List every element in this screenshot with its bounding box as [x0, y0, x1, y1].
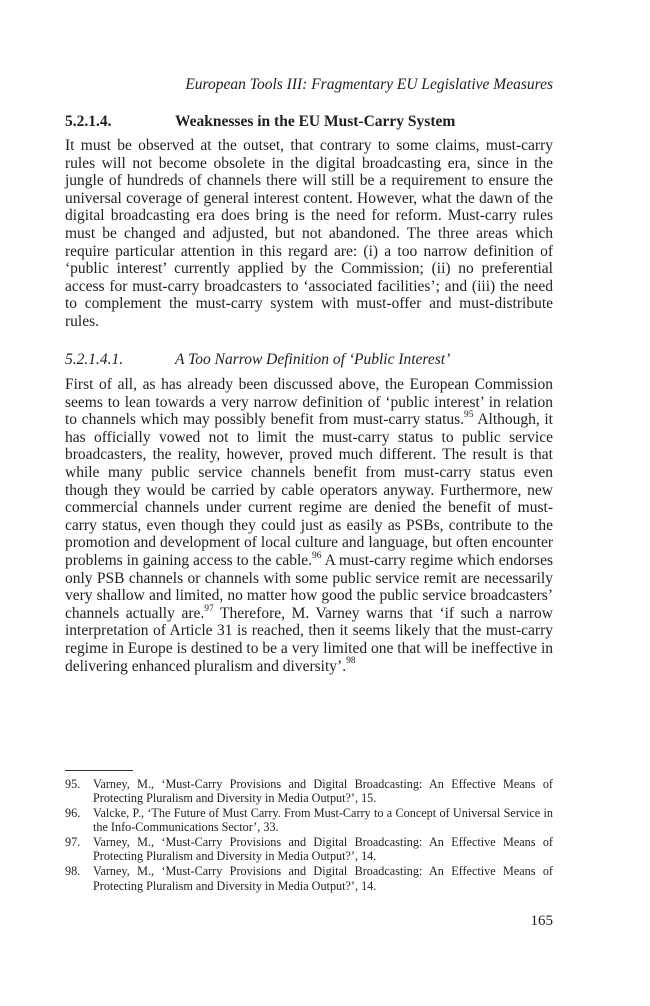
- footnote: [65, 777, 553, 806]
- page-number: 165: [530, 913, 553, 929]
- footnote-ref: 95: [464, 410, 474, 421]
- footnote-divider: [65, 770, 133, 771]
- section-heading: [65, 112, 553, 132]
- footnote-text: Varney, M., ‘Must-Carry Provisions and Digital Broadcasting: An Effective Means of Protecting Pluralism and Diversity in Media Output?’, 14.: [93, 835, 553, 864]
- footnote-ref: 97: [204, 603, 214, 614]
- footnote-number: 98.: [65, 864, 81, 879]
- footnote-number: 95.: [65, 777, 81, 791]
- paragraph-text: Therefore, M. Varney warns that ‘if such a narrow interpretation of Article 31 is reached, then it seems likely that the must-carry regime in Europe is destined to be a very limited one that will be ineffective in delivering enhanced pluralism and diversity’.: [65, 604, 553, 675]
- footnote: [65, 864, 553, 893]
- paragraph-text: First of all, as has already been discussed above, the European Commission seems to lean towards a very narrow definition of ‘public interest’ in relation to channels which may possibly benefit from must-carry status.: [65, 376, 553, 429]
- paragraph-text: Although, it has officially vowed not to limit the must-carry status to public service broadcasters, the reality, however, proved much different. The result is that while many public service channels benefit from must-carry status even though they would be carried by cable operators anyway. Furthermore, new commercial channels under current regime are denied the benefit of must-carry status, even though they could just as easily as PSBs, contribute to the promotion and development of local culture and language, but often encounter problems in gaining access to the cable.: [65, 411, 553, 569]
- footnote-number: 96.: [65, 806, 81, 821]
- subsection-paragraph: [65, 376, 553, 675]
- footnote: [65, 806, 553, 835]
- running-head: European Tools III: Fragmentary EU Legislative Measures: [185, 76, 553, 93]
- subsection-heading: [65, 350, 553, 370]
- footnote-number: 97.: [65, 835, 81, 850]
- footnote-ref: 96: [312, 550, 322, 561]
- subsection-title: A Too Narrow Definition of ‘Public Interest’: [175, 351, 451, 368]
- subsection-number: 5.2.1.4.1.: [65, 351, 124, 368]
- footnote-text: Varney, M., ‘Must-Carry Provisions and Digital Broadcasting: An Effective Means of Protecting Pluralism and Diversity in Media Output?’, 15.: [93, 777, 553, 806]
- footnote-text: Varney, M., ‘Must-Carry Provisions and Digital Broadcasting: An Effective Means of Protecting Pluralism and Diversity in Media Output?’, 14.: [93, 864, 553, 893]
- footnotes: [65, 777, 553, 893]
- footnote: [65, 835, 553, 864]
- footnote-ref: 98: [346, 656, 356, 667]
- footnote-text: Valcke, P., ‘The Future of Must Carry. From Must-Carry to a Concept of Universal Service in the Info-Communications Sector’, 33.: [93, 806, 553, 835]
- section-number: 5.2.1.4.: [65, 113, 112, 130]
- section-paragraph: It must be observed at the outset, that contrary to some claims, must-carry rules will not become obsolete in the digital broadcasting era, since in the jungle of hundreds of channels there will still be a requirement to ensure the universal coverage of general interest content. However, what the dawn of the digital broadcasting era does bring is the need for reform. Must-carry rules must be changed and adjusted, but not abandoned. The three areas which require particular attention in this regard are: (i) a too narrow definition of ‘public interest’ currently applied by the Commission; (ii) no preferential access for must-carry broadcasters to ‘associated facilities’; and (iii) the need to complement the must-carry system with must-offer and must-distribute rules.: [65, 137, 553, 330]
- paragraph-text: A must-carry regime which endorses only PSB channels or channels with some public service remit are necessarily very shallow and limited, no matter how good the public service broadcasters’ channels actually are.: [65, 551, 553, 622]
- section-title: Weaknesses in the EU Must-Carry System: [175, 113, 456, 130]
